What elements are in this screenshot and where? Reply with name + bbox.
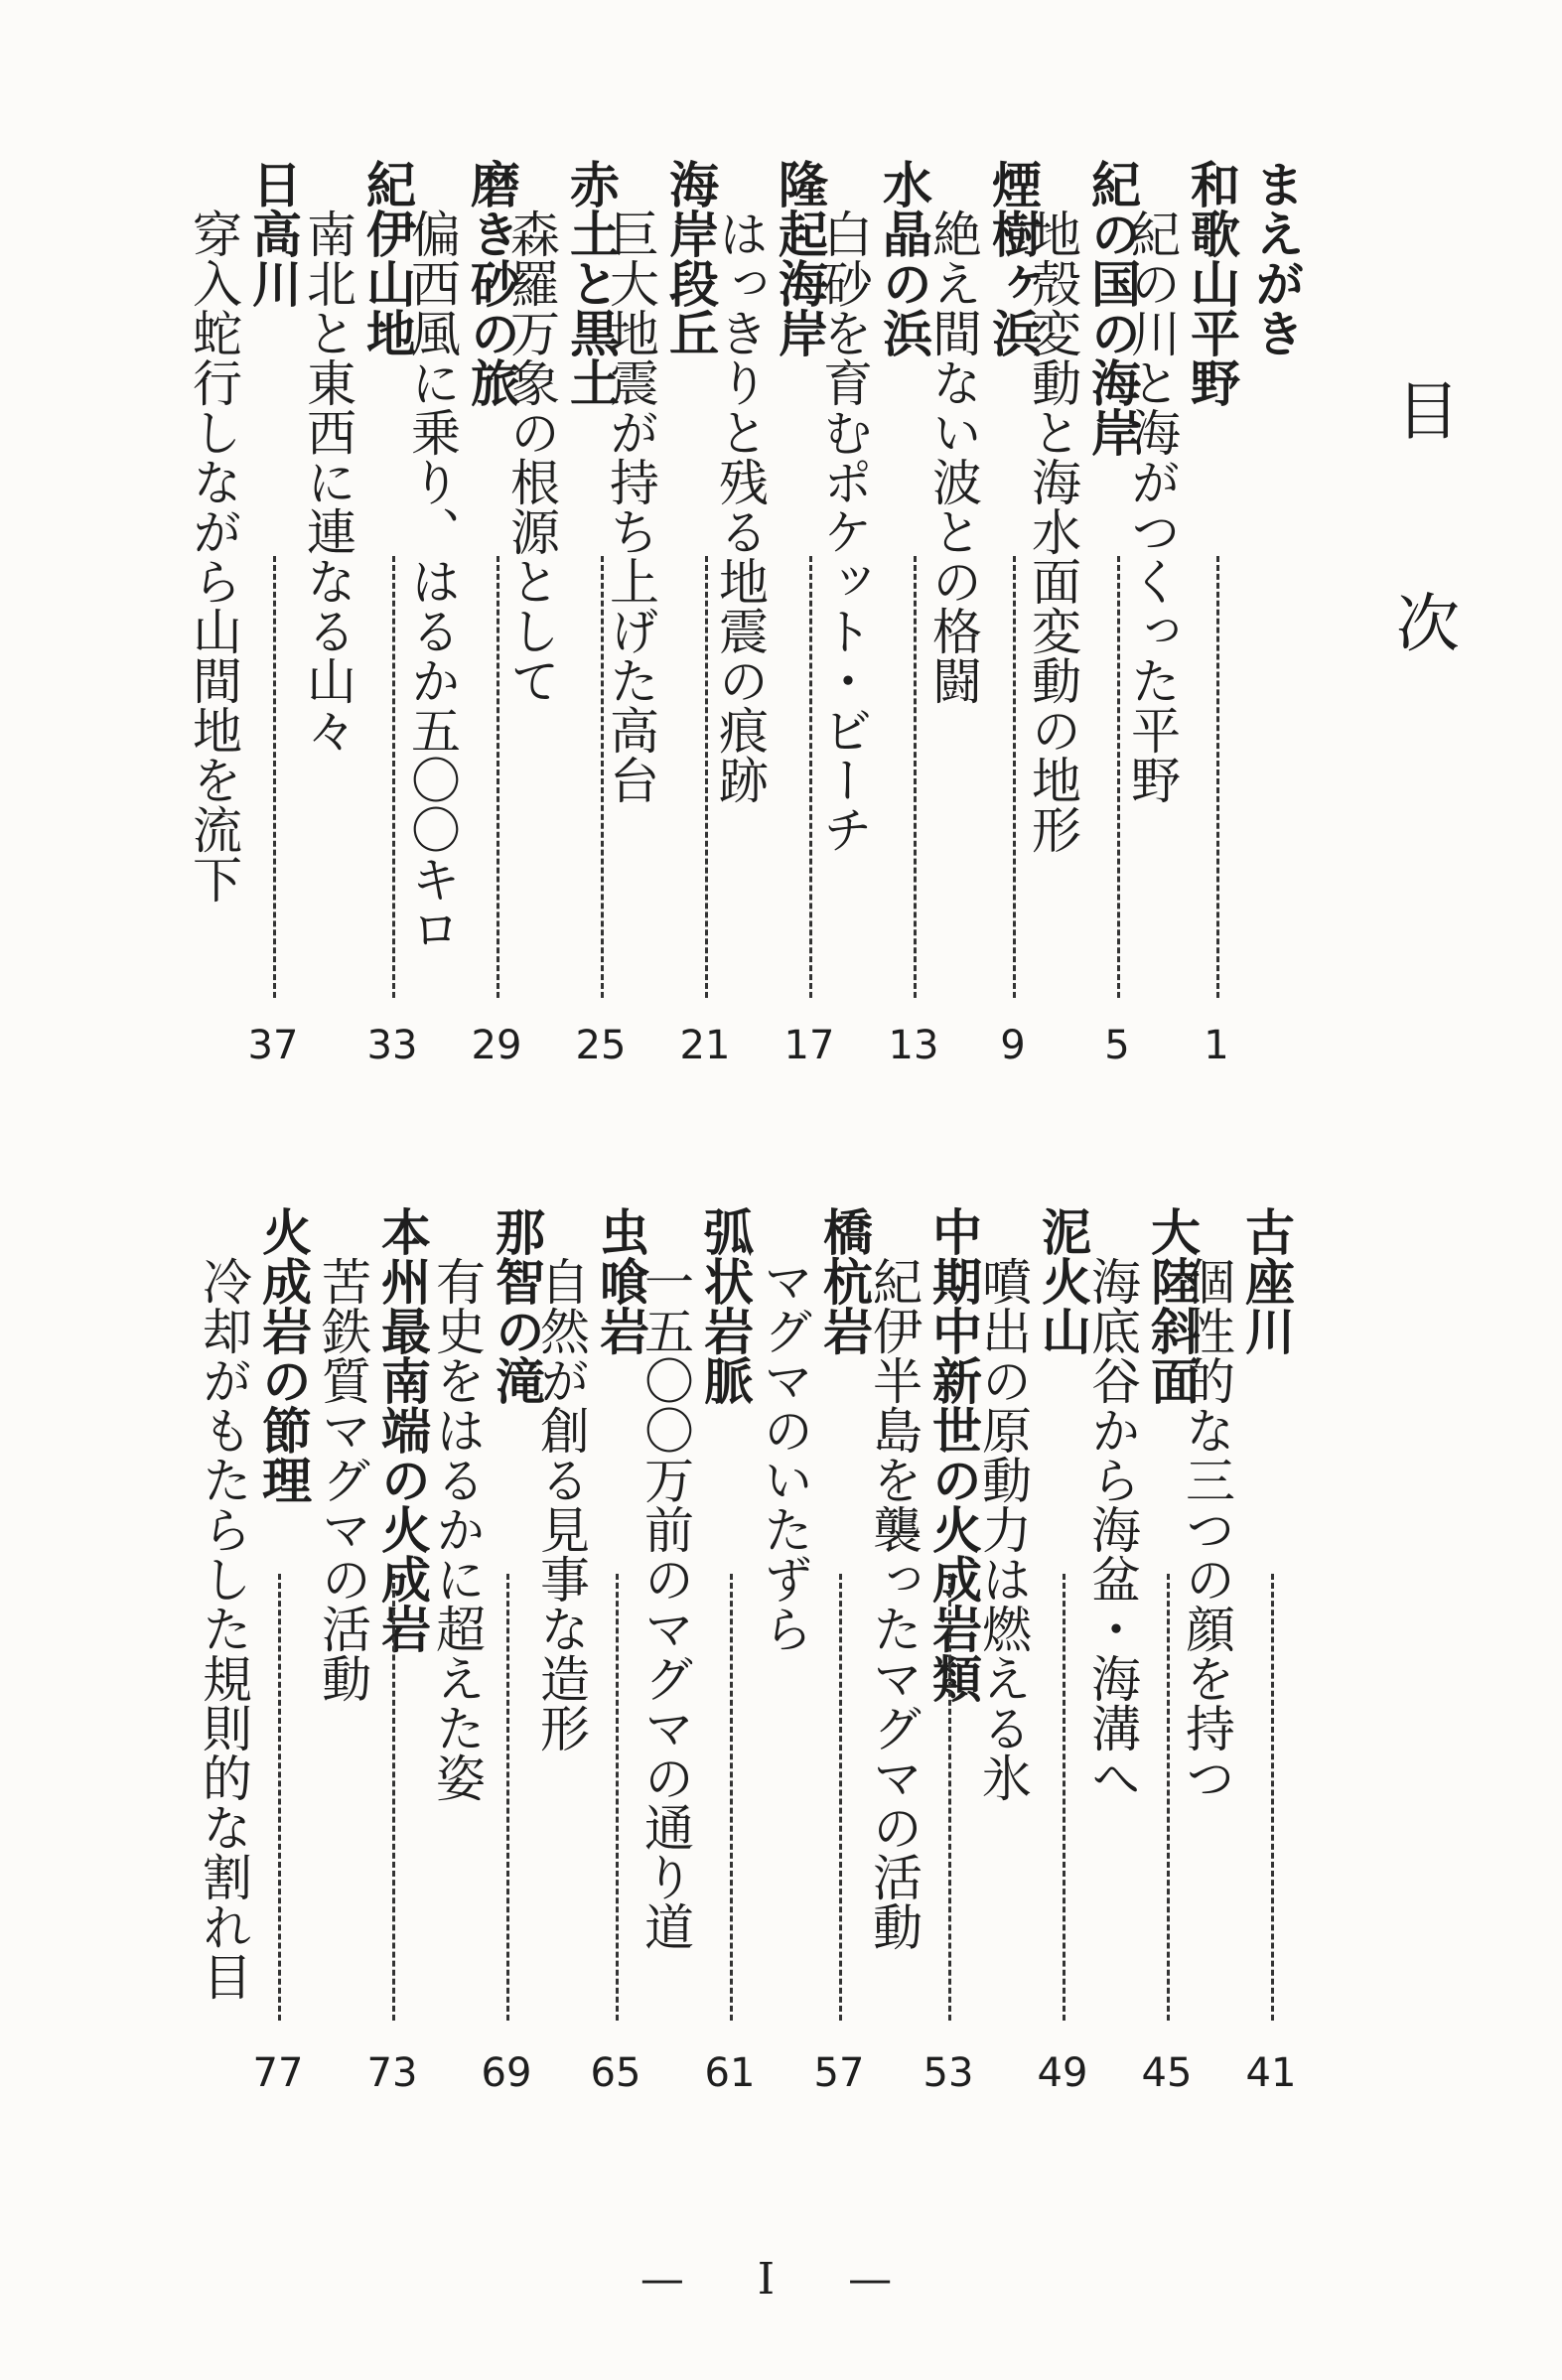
page-number: 9 — [1000, 1023, 1026, 1068]
page-number: 5 — [1104, 1023, 1130, 1068]
dot-leader — [1167, 1574, 1170, 2021]
dot-leader — [1013, 556, 1016, 998]
dot-leader — [497, 556, 499, 998]
page-number: 49 — [1037, 2050, 1088, 2096]
toc-entry-subtitle: 一五〇〇万前のマグマの通り道 — [637, 1256, 694, 1951]
page-number: 45 — [1141, 2050, 1193, 2096]
page-number: 37 — [247, 1023, 299, 1068]
toc-entry-subtitle: 巨大地震が持ち上げた高台 — [602, 209, 659, 804]
page-number: 1 — [1204, 1023, 1229, 1068]
toc-entry-subtitle: 冷却がもたらした規則的な割れ目 — [195, 1256, 252, 2001]
dot-leader — [392, 556, 395, 998]
toc-entry-subtitle: 自然が創る見事な造形 — [532, 1256, 590, 1752]
toc-entry-subtitle: 紀伊半島を襲ったマグマの活動 — [865, 1256, 923, 1951]
dot-leader — [1216, 556, 1219, 998]
dot-leader — [839, 1574, 842, 2021]
page-number: 77 — [252, 2050, 304, 2096]
page-number: 57 — [813, 2050, 865, 2096]
toc-entry-subtitle: 南北と東西に連なる山々 — [299, 209, 356, 755]
dot-leader — [914, 556, 917, 998]
dot-leader — [1271, 1574, 1274, 2021]
page-title: 目次 — [1385, 377, 1459, 802]
toc-entry-heading: 海岸段丘 — [661, 159, 719, 357]
toc-entry-subtitle: 絶え間ない波との格闘 — [924, 209, 982, 705]
dot-leader — [1117, 556, 1120, 998]
toc-entry-heading: 和歌山平野 — [1183, 159, 1240, 407]
page-number: 53 — [923, 2050, 974, 2096]
page-number: 25 — [575, 1023, 627, 1068]
page-number: 33 — [366, 1023, 418, 1068]
page-number: 73 — [366, 2050, 418, 2096]
toc-entry-heading: 磨き砂の旅 — [463, 159, 520, 407]
toc-entry-subtitle: 噴出の原動力は燃える氷 — [974, 1256, 1032, 1802]
page-number: 61 — [704, 2050, 756, 2096]
toc-entry-subtitle: 苦鉄質マグマの活動 — [314, 1256, 371, 1703]
toc-entry-subtitle: はっきりと残る地震の痕跡 — [711, 209, 769, 804]
toc-entry-heading: 橋杭岩 — [815, 1206, 873, 1355]
dot-leader — [730, 1574, 733, 2021]
toc-entry-heading: 弧状岩脈 — [696, 1206, 754, 1405]
dot-leader — [809, 556, 812, 998]
toc-entry-heading: 水晶の浜 — [875, 159, 932, 357]
toc-entry-heading: 大陸斜面 — [1143, 1206, 1201, 1405]
toc-entry-heading: 紀伊山地 — [358, 159, 416, 357]
toc-entry-heading: 火成岩の節理 — [254, 1206, 312, 1504]
toc-entry-heading: 日高川 — [244, 159, 302, 308]
toc-entry-heading: 本州最南端の火成岩 — [373, 1206, 431, 1653]
dot-leader — [948, 1574, 951, 2021]
dot-leader — [506, 1574, 509, 2021]
toc-entry-subtitle: 偏西風に乗り、はるか五〇〇キロ — [403, 209, 461, 953]
toc-entry-subtitle: 森羅万象の根源として — [502, 209, 560, 705]
toc-preface: まえがき — [1247, 159, 1305, 357]
toc-entry-subtitle: 白砂を育むポケット・ビーチ — [815, 209, 873, 854]
toc-entry-heading: 赤土と黒土 — [562, 159, 620, 407]
toc-entry-subtitle: 個性的な三つの顔を持つ — [1178, 1256, 1235, 1802]
toc-entry-heading: 古座川 — [1237, 1206, 1295, 1355]
toc-entry-subtitle: 地殻変動と海水面変動の地形 — [1024, 209, 1081, 854]
dot-leader — [392, 1574, 395, 2021]
toc-entry-heading: 虫喰岩 — [592, 1206, 649, 1355]
toc-entry-heading: 隆起海岸 — [771, 159, 828, 357]
toc-entry-subtitle: 海底谷から海盆・海溝へ — [1083, 1256, 1141, 1802]
toc-entry-heading: 泥火山 — [1034, 1206, 1091, 1355]
toc-entry-subtitle: 紀の川と海がつくった平野 — [1123, 209, 1181, 804]
dot-leader — [273, 556, 276, 998]
toc-entry-subtitle: 穿入蛇行しながら山間地を流下 — [185, 209, 242, 904]
toc-entry-heading: 中期中新世の火成岩類 — [924, 1206, 982, 1703]
dot-leader — [601, 556, 604, 998]
page-footer: — I — — [639, 2254, 923, 2305]
page-number: 65 — [590, 2050, 641, 2096]
page-number: 29 — [471, 1023, 522, 1068]
toc-entry-heading: 煙樹ヶ浜 — [984, 159, 1042, 357]
toc-entry-heading: 紀の国の海岸 — [1083, 159, 1141, 457]
dot-leader — [278, 1574, 281, 2021]
page-number: 69 — [481, 2050, 532, 2096]
page-number: 17 — [783, 1023, 835, 1068]
page-number: 21 — [679, 1023, 731, 1068]
toc-entry-heading: 那智の滝 — [488, 1206, 545, 1405]
toc-entry-subtitle: 有史をはるかに超えた姿 — [428, 1256, 486, 1802]
page-number: 13 — [888, 1023, 939, 1068]
page-number: 41 — [1245, 2050, 1297, 2096]
toc-entry-subtitle: マグマのいたずら — [756, 1256, 813, 1653]
dot-leader — [616, 1574, 619, 2021]
dot-leader — [1063, 1574, 1065, 2021]
dot-leader — [705, 556, 708, 998]
